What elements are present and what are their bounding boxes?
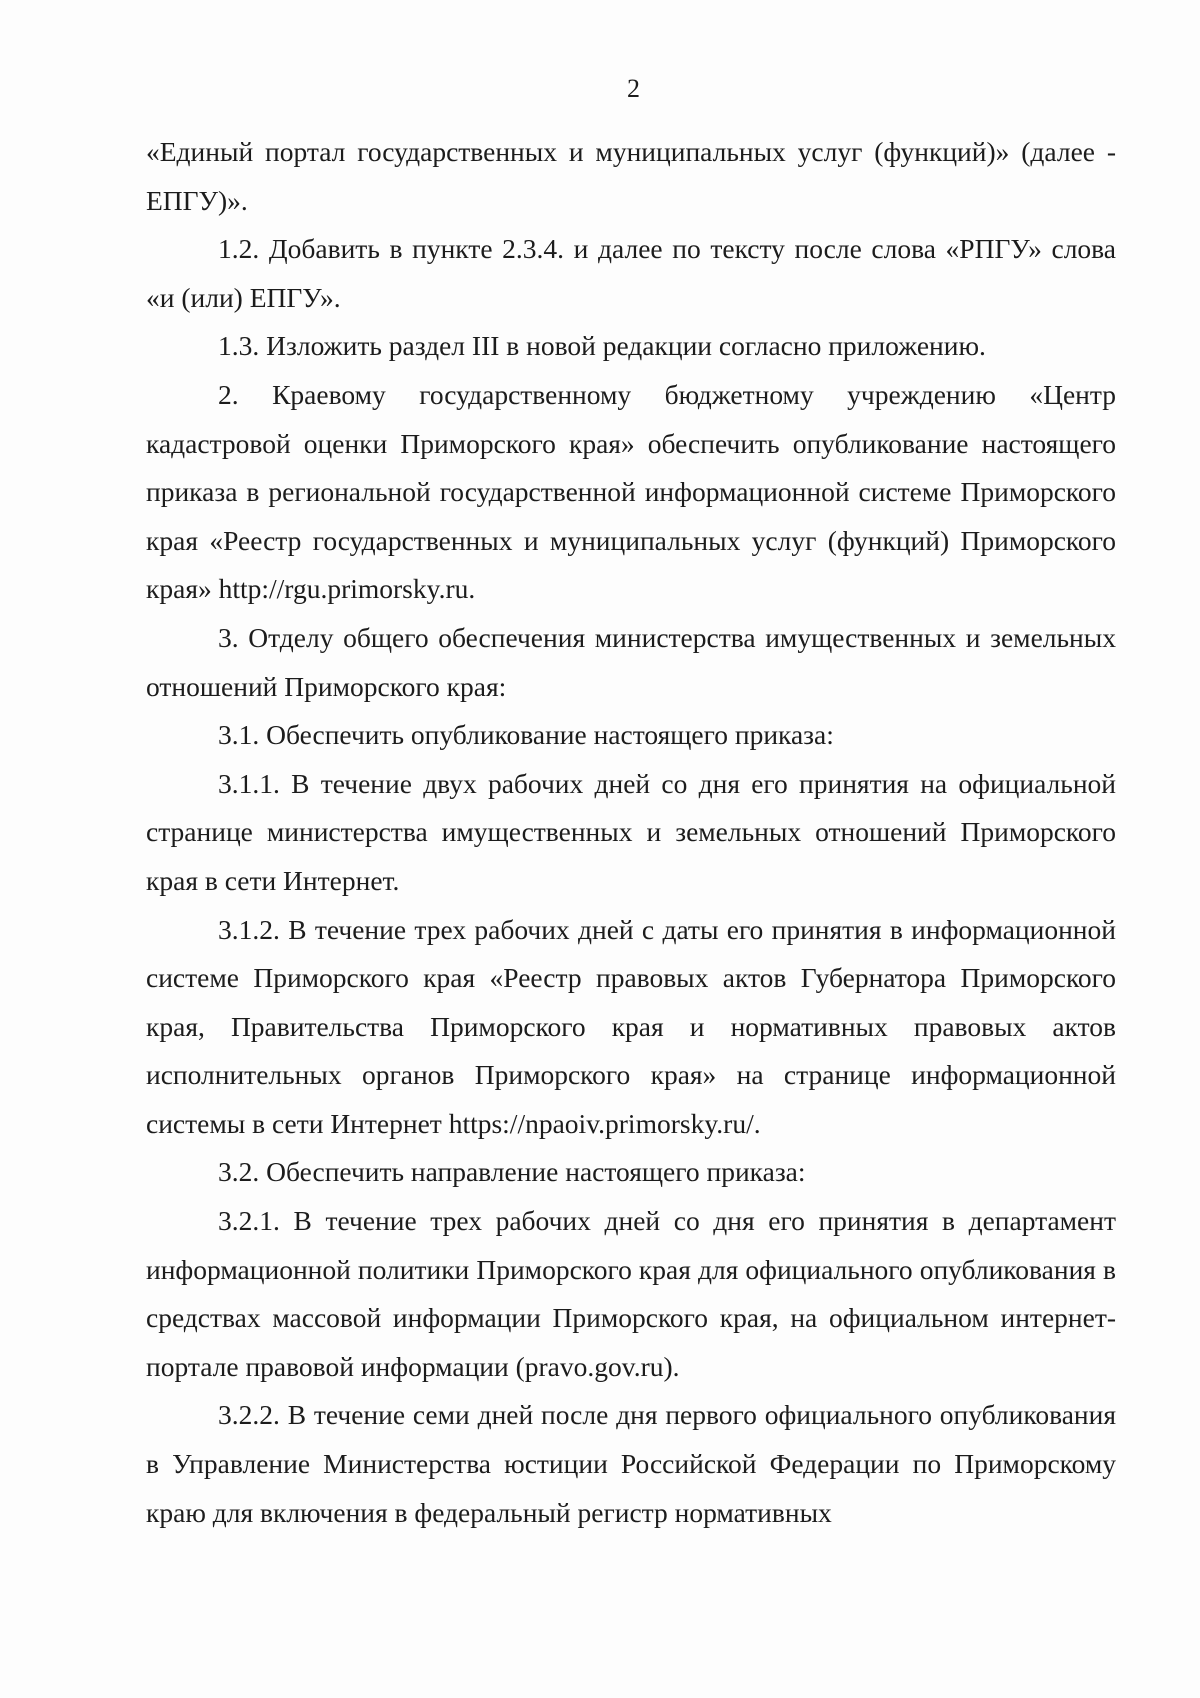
paragraph-3-2-1: 3.2.1. В течение трех рабочих дней со дня его принятия в департамент информационной политики Приморского края для официального опубликования в средствах массовой информации Приморского края, на официальном интернет-портале правовой информации (pravo.gov.ru). — [146, 1205, 1116, 1382]
paragraph-continuation: «Единый портал государственных и муниципальных услуг (функций)» (далее - ЕПГУ)». — [146, 136, 1116, 216]
paragraph-3-2-2: 3.2.2. В течение семи дней после дня первого официального опубликования в Управление Министерства юстиции Российской Федерации по Приморскому краю для включения в федеральный регистр нормативных — [146, 1399, 1116, 1528]
page-number: 2 — [627, 74, 640, 103]
paragraph-3-1-2: 3.1.2. В течение трех рабочих дней с даты его принятия в информационной системе Приморского края «Реестр правовых актов Губернатора Приморского края, Правительства Приморского края и нормативных правовых актов исполнительных органов Приморского края» на странице информационной системы в сети Интернет https://npaoiv.primorsky.ru/. — [146, 913, 1116, 1139]
paragraph-3: 3. Отделу общего обеспечения министерства имущественных и земельных отношений Приморского края: — [146, 621, 1116, 702]
paragraph-3-1-1: 3.1.1. В течение двух рабочих дней со дня его принятия на официальной странице министерства имущественных и земельных отношений Приморского края в сети Интернет. — [146, 767, 1116, 896]
paragraph-3-1: 3.1. Обеспечить опубликование настоящего приказа: — [218, 719, 834, 751]
paragraph-3-2: 3.2. Обеспечить направление настоящего приказа: — [218, 1156, 806, 1188]
paragraph-2: 2. Краевому государственному бюджетному учреждению «Центр кадастровой оценки Приморского края» обеспечить опубликование настоящего приказа в региональной государственной информационной системе Приморского края «Реестр государственных и муниципальных услуг (функций) Приморского края» http://rgu.primorsky.ru. — [146, 378, 1116, 605]
paragraph-1-2: 1.2. Добавить в пункте 2.3.4. и далее по тексту после слова «РПГУ» слова «и (или) ЕПГУ». — [146, 233, 1116, 313]
document-body — [146, 128, 1116, 1537]
paragraph-1-3: 1.3. Изложить раздел III в новой редакции согласно приложению. — [218, 330, 986, 362]
